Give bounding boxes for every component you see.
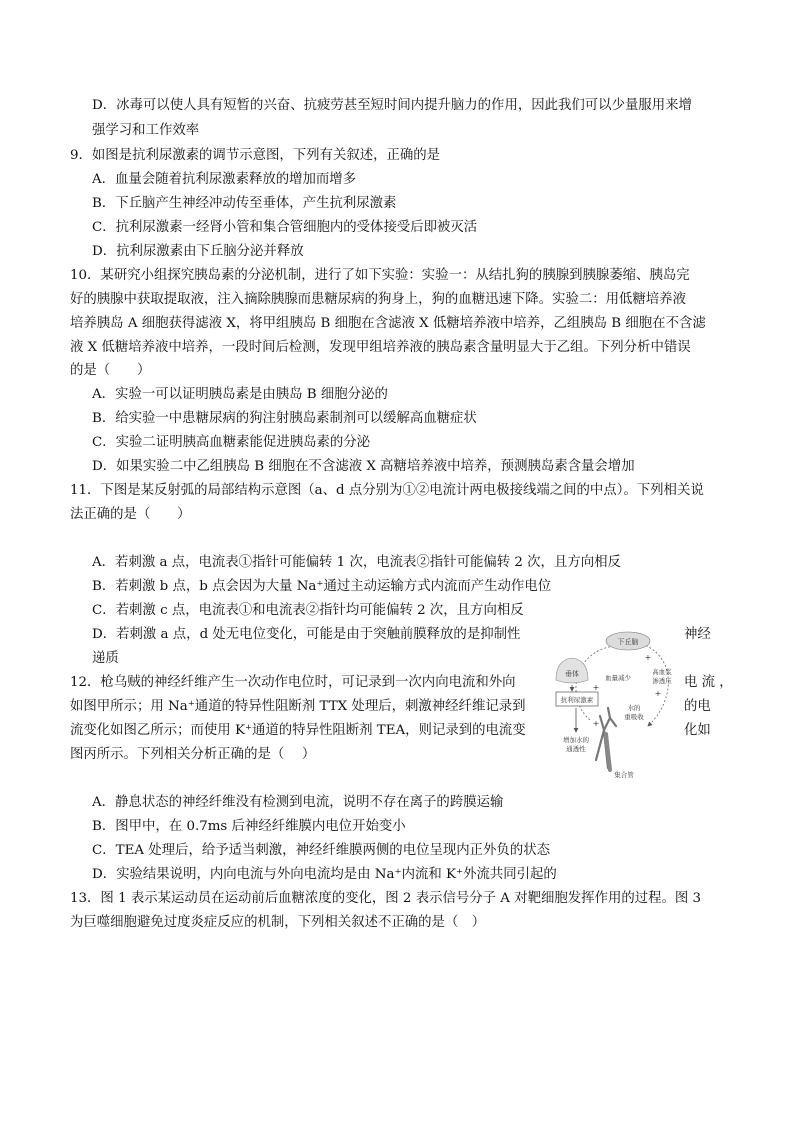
q12-option-c: C．TEA 处理后，给予适当刺激，神经纤维膜两侧的电位呈现内正外负的状态	[92, 843, 550, 858]
q10-option-d: D．如果实验二中乙组胰岛 B 细胞在不含滤液 X 高糖培养液中培养，预测胰岛素含量会增加	[92, 459, 635, 474]
question-10-stem-4: 液 X 低糖培养液中培养，一段时间后检测，发现甲组培养液的胰岛素含量明显大于乙组。下列分析中错误	[70, 340, 691, 355]
q9-option-b: B．下丘脑产生神经冲动传至垂体，产生抗利尿激素	[92, 196, 397, 211]
water-reabsorb-label-2: 重吸收	[624, 713, 644, 721]
permeability-label-2: 通透性	[566, 745, 586, 753]
question-12-stem-2: 如图甲所示；用 Na⁺通道的特异性阻断剂 TTX 处理后，刺激神经纤维记录到	[70, 699, 526, 714]
line-2: 强学习和工作效率	[92, 123, 200, 138]
q9-option-a: A．血量会随着抗利尿激素释放的增加而增多	[92, 172, 357, 187]
plus-sign-4: +	[592, 719, 600, 728]
pituitary-label: 垂体	[565, 670, 579, 678]
q12-option-d: D．实验结果说明，内向电流与外向电流均是由 Na⁺内流和 K⁺外流共同引起的	[92, 867, 557, 882]
adh-label: 抗利尿激素	[560, 696, 594, 704]
water-reabsorb-label-1: 水的	[627, 704, 641, 712]
line-1: D．冰毒可以使人具有短暂的兴奋、抗疲劳甚至短时间内提升脑力的作用，因此我们可以少量服用来增	[92, 98, 692, 113]
q10-option-b: B．给实验一中患糖尿病的狗注射胰岛素制剂可以缓解高血糖症状	[92, 411, 477, 426]
q11-option-c: C．若刺激 c 点，电流表①和电流表②指针均可能偏转 2 次，且方向相反	[92, 603, 524, 618]
question-12-stem-1: 12．枪乌贼的神经纤维产生一次动作电位时，可记录到一次内向电流和外向	[70, 675, 516, 690]
plus-sign-2: +	[654, 689, 662, 698]
q11-option-d-cont: 递质	[92, 651, 119, 666]
q11-option-b: B．若刺激 b 点，b 点会因为大量 Na⁺通过主动运输方式内流而产生动作电位	[92, 579, 552, 594]
question-12-stem-4: 图丙所示。下列相关分析正确的是（ ）	[70, 747, 316, 762]
adh-diagram-svg	[552, 630, 684, 780]
q10-option-a: A．实验一可以证明胰岛素是由胰岛 B 细胞分泌的	[92, 387, 388, 402]
question-9-stem: 9．如图是抗利尿激素的调节示意图，下列有关叙述，正确的是	[70, 148, 441, 163]
question-13-stem-2: 为巨噬细胞避免过度炎症反应的机制，下列相关叙述不正确的是（ ）	[70, 915, 486, 930]
plus-sign-3: +	[644, 653, 652, 662]
question-12-stem-1-tail: 电 流 ，	[684, 675, 733, 690]
question-11-stem-2: 法正确的是（ ）	[70, 507, 191, 522]
q12-option-b: B．图甲中，在 0.7ms 后神经纤维膜内电位开始变小	[92, 819, 406, 834]
q12-option-a: A．静息状态的神经纤维没有检测到电流，说明不存在离子的跨膜运输	[92, 795, 504, 810]
question-13-stem-1: 13．图 1 表示某运动员在运动前后血糖浓度的变化，图 2 表示信号分子 A 对靶细胞发挥作用的过程。图 3	[70, 891, 702, 906]
q11-option-d-tail: 神经	[684, 627, 711, 642]
adh-regulation-diagram	[552, 630, 684, 780]
question-12-stem-3-tail: 化如	[684, 723, 711, 738]
q10-option-c: C．实验二证明胰高血糖素能促进胰岛素的分泌	[92, 435, 371, 450]
blood-volume-label: 血量减少	[605, 674, 631, 682]
question-10-stem-3: 培养胰岛 A 细胞获得滤液 X，将甲组胰岛 B 细胞在含滤液 X 低糖培养液中培养，乙组胰岛 B 细胞在不含滤	[70, 316, 706, 331]
question-11-stem-1: 11．下图是某反射弧的局部结构示意图（a、d 点分别为①②电流计两电极接线端之间的中点）。下列相关说	[70, 483, 704, 498]
question-12-stem-3: 流变化如图乙所示；而使用 K⁺通道的特异性阻断剂 TEA，则记录到的电流变	[70, 723, 526, 738]
question-10-stem-5: 的是（ ）	[70, 363, 151, 378]
q9-option-c: C．抗利尿激素一经肾小管和集合管细胞内的受体接受后即被灭活	[92, 220, 478, 235]
osmotic-label-2: 渗透压	[652, 677, 672, 685]
question-12-stem-2-tail: 的电	[684, 699, 711, 714]
q9-option-d: D．抗利尿激素由下丘脑分泌并释放	[92, 244, 304, 259]
plus-sign-1: +	[592, 683, 600, 692]
question-10-stem-2: 好的胰腺中获取提取液，注入摘除胰腺而患糖尿病的狗身上，狗的血糖迅速下降。实验二：用低糖培养液	[70, 292, 686, 307]
collecting-duct-label: 集合管	[614, 771, 634, 779]
q11-option-d: D．若刺激 a 点，d 处无电位变化，可能是由于突触前膜释放的是抑制性	[92, 627, 521, 642]
question-10-stem-1: 10．某研究小组探究胰岛素的分泌机制，进行了如下实验：实验一：从结扎狗的胰腺到胰腺萎缩、胰岛完	[70, 268, 690, 283]
hypothalamus-label: 下丘脑	[617, 638, 639, 646]
osmotic-label-1: 高血浆	[652, 668, 672, 676]
permeability-label-1: 增加水的	[563, 736, 589, 744]
q11-option-a: A．若刺激 a 点，电流表①指针可能偏转 1 次，电流表②指针可能偏转 2 次，且方向相反	[92, 555, 621, 570]
